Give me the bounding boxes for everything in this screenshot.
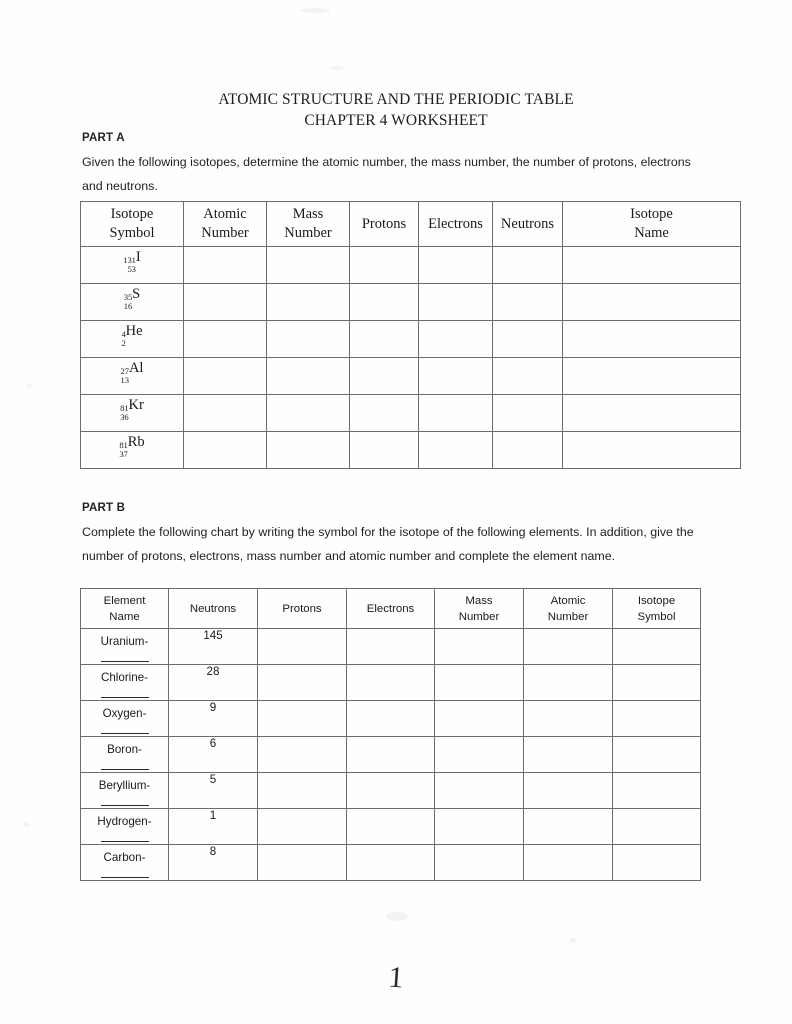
header-line-1: Atomic — [203, 206, 247, 222]
cell-mass-number[interactable] — [267, 432, 350, 469]
cell-neutrons[interactable] — [493, 247, 563, 284]
element-name-label: Hydrogen- — [97, 815, 152, 828]
cell-atomic-number[interactable] — [184, 247, 267, 284]
isotope-element-symbol: Rb — [127, 434, 145, 450]
cell-atomic-number[interactable] — [184, 358, 267, 395]
column-header-isotope-symbol — [81, 202, 184, 247]
column-header-electrons — [419, 202, 493, 247]
header-line-1: Protons — [282, 602, 322, 615]
header-line-1: Electrons — [366, 602, 415, 615]
isotope-notation — [120, 395, 144, 423]
column-header-neutrons — [169, 589, 258, 629]
isotope-numbers — [119, 441, 127, 460]
cell-neutrons[interactable] — [493, 432, 563, 469]
cell-electrons[interactable] — [347, 773, 435, 809]
header-line-2: Symbol — [109, 225, 155, 241]
cell-protons[interactable] — [350, 247, 419, 284]
cell-electrons[interactable] — [347, 737, 435, 773]
isotope-mass-number: 27 — [120, 365, 129, 376]
cell-isotope-symbol[interactable] — [613, 773, 701, 809]
cell-isotope-symbol — [81, 284, 184, 321]
cell-mass-number[interactable] — [435, 665, 524, 701]
header-line-2: Number — [284, 225, 332, 241]
cell-mass-number[interactable] — [267, 321, 350, 358]
cell-electrons[interactable] — [347, 665, 435, 701]
document-title-line-1: ATOMIC STRUCTURE AND THE PERIODIC TABLE — [218, 91, 574, 108]
cell-isotope-name[interactable] — [563, 247, 741, 284]
table-row — [81, 737, 701, 773]
cell-mass-number[interactable] — [435, 629, 524, 665]
document-title-line-2: CHAPTER 4 WORKSHEET — [304, 112, 488, 129]
fill-in-blank-line[interactable] — [101, 841, 149, 842]
cell-protons[interactable] — [258, 845, 347, 881]
column-header-atomic-number — [524, 589, 613, 629]
element-name-label: Chlorine- — [100, 671, 149, 684]
isotope-element-symbol: I — [135, 249, 141, 265]
column-header-element-name — [81, 589, 169, 629]
cell-neutrons[interactable]: 28 — [169, 665, 258, 701]
cell-element-name[interactable] — [81, 701, 169, 737]
cell-element-name[interactable] — [81, 665, 169, 701]
scan-artifact — [330, 66, 344, 70]
header-line-2: Number — [547, 610, 589, 623]
isotope-notation — [124, 284, 140, 312]
cell-neutrons[interactable] — [493, 358, 563, 395]
fill-in-blank-line[interactable] — [101, 733, 149, 734]
table-row — [81, 247, 741, 284]
cell-mass-number[interactable] — [267, 395, 350, 432]
scan-artifact — [300, 8, 330, 13]
cell-protons[interactable] — [258, 701, 347, 737]
cell-electrons[interactable] — [419, 284, 493, 321]
cell-mass-number[interactable] — [435, 701, 524, 737]
cell-mass-number[interactable] — [267, 284, 350, 321]
cell-isotope-name[interactable] — [563, 358, 741, 395]
fill-in-blank-line[interactable] — [101, 769, 149, 770]
element-name-wrapper — [81, 773, 168, 808]
cell-mass-number[interactable] — [435, 773, 524, 809]
element-table-part-b — [80, 588, 701, 881]
cell-protons[interactable] — [258, 629, 347, 665]
cell-electrons[interactable] — [347, 701, 435, 737]
cell-neutrons[interactable]: 9 — [169, 701, 258, 737]
isotope-mass-number: 81 — [119, 439, 128, 450]
header-line-1: Neutrons — [189, 602, 237, 615]
isotope-mass-number: 131 — [123, 254, 136, 265]
scan-artifact — [27, 383, 32, 388]
table-row — [81, 665, 701, 701]
element-name-wrapper — [81, 665, 168, 700]
cell-isotope-name[interactable] — [563, 321, 741, 358]
cell-electrons[interactable] — [419, 432, 493, 469]
cell-protons[interactable] — [258, 773, 347, 809]
cell-atomic-number[interactable] — [184, 321, 267, 358]
column-header-electrons — [347, 589, 435, 629]
cell-protons[interactable] — [258, 737, 347, 773]
table-row — [81, 629, 701, 665]
header-line-1: Mass — [465, 594, 493, 607]
header-line-1: Isotope — [110, 206, 154, 222]
table-row — [81, 773, 701, 809]
cell-protons[interactable] — [258, 665, 347, 701]
isotope-notation — [121, 321, 142, 349]
cell-element-name[interactable] — [81, 737, 169, 773]
part-b-label: PART B — [82, 502, 126, 514]
isotope-notation — [119, 432, 144, 460]
cell-neutrons[interactable]: 6 — [169, 737, 258, 773]
handwritten-page-number: 1 — [387, 960, 405, 995]
element-name-label: Carbon- — [103, 851, 146, 864]
element-name-label: Oxygen- — [102, 707, 147, 720]
element-name-wrapper — [81, 701, 168, 736]
isotope-atomic-number: 16 — [123, 301, 133, 312]
cell-isotope-symbol[interactable] — [613, 629, 701, 665]
column-header-atomic-number — [184, 202, 267, 247]
cell-atomic-number[interactable] — [184, 432, 267, 469]
cell-electrons[interactable] — [347, 845, 435, 881]
isotope-table-part-a — [80, 201, 741, 469]
cell-electrons[interactable] — [419, 358, 493, 395]
isotope-element-symbol: S — [132, 286, 141, 302]
cell-isotope-symbol[interactable] — [613, 737, 701, 773]
cell-atomic-number[interactable] — [524, 737, 613, 773]
cell-isotope-name[interactable] — [563, 284, 741, 321]
isotope-mass-number: 81 — [120, 402, 129, 413]
cell-protons[interactable] — [350, 432, 419, 469]
header-line-1: Mass — [292, 206, 324, 222]
scan-artifact — [24, 822, 29, 827]
element-name-wrapper — [81, 845, 168, 880]
cell-atomic-number[interactable] — [524, 701, 613, 737]
element-name-wrapper — [81, 809, 168, 844]
table-row — [81, 701, 701, 737]
cell-protons[interactable] — [258, 809, 347, 845]
cell-protons[interactable] — [350, 395, 419, 432]
table-row — [81, 809, 701, 845]
cell-element-name[interactable] — [81, 629, 169, 665]
isotope-notation — [121, 358, 144, 386]
element-name-wrapper — [81, 737, 168, 772]
isotope-numbers — [124, 293, 132, 312]
header-line-1: Neutrons — [500, 215, 555, 232]
isotope-atomic-number: 37 — [119, 449, 128, 460]
cell-mass-number[interactable] — [267, 358, 350, 395]
cell-atomic-number[interactable] — [524, 809, 613, 845]
table-row — [81, 395, 741, 432]
header-line-1: Electrons — [428, 215, 483, 232]
column-header-mass-number — [267, 202, 350, 247]
header-line-1: Atomic — [550, 594, 586, 607]
cell-atomic-number[interactable] — [184, 284, 267, 321]
cell-atomic-number[interactable] — [524, 665, 613, 701]
isotope-atomic-number: 13 — [120, 375, 129, 386]
isotope-atomic-number: 53 — [127, 264, 136, 275]
cell-isotope-name[interactable] — [563, 432, 741, 469]
table-row — [81, 321, 741, 358]
isotope-element-symbol: Al — [128, 360, 144, 376]
element-name-label: Boron- — [107, 743, 142, 756]
header-line-2: Name — [109, 610, 140, 623]
isotope-element-symbol: He — [125, 323, 143, 339]
cell-atomic-number[interactable] — [524, 773, 613, 809]
table-b-header-row — [81, 589, 701, 629]
column-header-isotope-symbol — [613, 589, 701, 629]
cell-neutrons[interactable]: 1 — [169, 809, 258, 845]
cell-electrons[interactable] — [347, 629, 435, 665]
scan-artifact — [570, 938, 576, 943]
cell-element-name[interactable] — [81, 773, 169, 809]
cell-isotope-name[interactable] — [563, 395, 741, 432]
column-header-neutrons — [493, 202, 563, 247]
cell-isotope-symbol — [81, 321, 184, 358]
cell-isotope-symbol[interactable] — [613, 845, 701, 881]
column-header-mass-number — [435, 589, 524, 629]
header-line-1: Element — [103, 594, 146, 607]
cell-electrons[interactable] — [419, 247, 493, 284]
table-row — [81, 358, 741, 395]
column-header-protons — [258, 589, 347, 629]
cell-protons[interactable] — [350, 358, 419, 395]
isotope-element-symbol: Kr — [128, 397, 144, 413]
cell-atomic-number[interactable] — [184, 395, 267, 432]
isotope-atomic-number: 36 — [120, 412, 129, 423]
header-line-1: Isotope — [630, 206, 673, 222]
isotope-mass-number: 35 — [123, 291, 133, 302]
element-name-label: Uranium- — [100, 635, 149, 648]
isotope-mass-number: 4 — [121, 328, 126, 339]
column-header-protons — [350, 202, 419, 247]
cell-atomic-number[interactable] — [524, 629, 613, 665]
cell-element-name[interactable] — [81, 809, 169, 845]
cell-neutrons[interactable]: 5 — [169, 773, 258, 809]
cell-electrons[interactable] — [419, 321, 493, 358]
cell-isotope-symbol[interactable] — [613, 701, 701, 737]
cell-atomic-number[interactable] — [524, 845, 613, 881]
cell-mass-number[interactable] — [267, 247, 350, 284]
fill-in-blank-line[interactable] — [101, 805, 149, 806]
table-row — [81, 284, 741, 321]
cell-electrons[interactable] — [347, 809, 435, 845]
part-a-label: PART A — [82, 132, 125, 144]
header-line-2: Symbol — [637, 610, 676, 623]
column-header-isotope-name — [563, 202, 741, 247]
cell-protons[interactable] — [350, 284, 419, 321]
cell-mass-number[interactable] — [435, 845, 524, 881]
header-line-1: Isotope — [637, 594, 676, 607]
cell-neutrons[interactable]: 8 — [169, 845, 258, 881]
header-line-2: Number — [458, 610, 500, 623]
cell-mass-number[interactable] — [435, 809, 524, 845]
fill-in-blank-line[interactable] — [101, 661, 149, 662]
cell-isotope-symbol — [81, 432, 184, 469]
cell-neutrons[interactable]: 145 — [169, 629, 258, 665]
cell-electrons[interactable] — [419, 395, 493, 432]
isotope-numbers — [120, 404, 128, 423]
part-b-instructions: Complete the following chart by writing the symbol for the isotope of the following elements. In addition, give the number of protons, electrons, mass number and atomic number and complete the element name. — [82, 525, 694, 563]
header-line-2: Name — [634, 225, 669, 241]
fill-in-blank-line[interactable] — [101, 877, 149, 878]
cell-neutrons[interactable] — [493, 284, 563, 321]
part-a-instructions: Given the following isotopes, determine the atomic number, the mass number, the number of protons, electrons and neutrons. — [82, 155, 691, 193]
cell-neutrons[interactable] — [493, 395, 563, 432]
cell-isotope-symbol[interactable] — [613, 665, 701, 701]
cell-mass-number[interactable] — [435, 737, 524, 773]
table-row — [81, 845, 701, 881]
cell-isotope-symbol — [81, 358, 184, 395]
isotope-numbers — [121, 367, 129, 386]
element-name-wrapper — [81, 629, 168, 664]
table-a-header-row — [81, 202, 741, 247]
element-name-label: Beryllium- — [98, 779, 151, 792]
cell-isotope-symbol — [81, 247, 184, 284]
cell-element-name[interactable] — [81, 845, 169, 881]
cell-protons[interactable] — [350, 321, 419, 358]
cell-neutrons[interactable] — [493, 321, 563, 358]
scan-artifact — [386, 912, 408, 921]
isotope-atomic-number: 2 — [121, 338, 126, 349]
cell-isotope-symbol — [81, 395, 184, 432]
fill-in-blank-line[interactable] — [101, 697, 149, 698]
isotope-notation — [123, 247, 140, 275]
table-row — [81, 432, 741, 469]
header-line-1: Protons — [361, 215, 407, 232]
isotope-numbers — [123, 256, 136, 275]
header-line-2: Number — [201, 225, 249, 241]
cell-isotope-symbol[interactable] — [613, 809, 701, 845]
